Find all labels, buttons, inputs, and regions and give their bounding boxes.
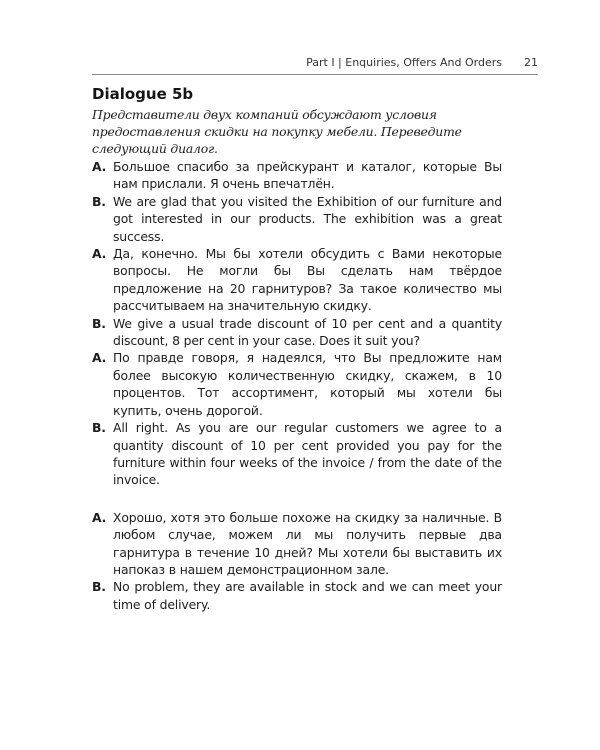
line-text: Хорошо, хотя это больше похоже на скидку за наличные. В любом случае, можем ли мы получить первые два гарнитура в течение 10 дней? Мы хотели бы выставить их напоказ в нашем демонстрационном зале. <box>113 509 502 577</box>
speaker-label: A. <box>92 246 107 262</box>
line-text: All right. As you are our regular customers we agree to a quantity discount of 10 per cent provided you pay for the furniture within four weeks of the invoice / from the date of the invoice. <box>113 420 502 488</box>
speaker-label: B. <box>92 579 106 595</box>
dialogue-line <box>92 419 502 489</box>
dialogue-line <box>92 245 502 315</box>
dialogue-line <box>92 158 502 193</box>
header-divider <box>92 74 538 75</box>
dialogue-line <box>92 315 502 350</box>
line-text: По правде говоря, я надеялся, что Вы предложите нам более высокую количественную скидку, скажем, в 10 процентов. Тот ассортимент, который мы хотели бы купить, очень дорогой. <box>113 350 502 418</box>
line-text: Большое спасибо за прейскурант и каталог, которые Вы нам прислали. Я очень впечатлён. <box>113 159 502 192</box>
speaker-label: A. <box>92 350 107 366</box>
dialogue-instruction: Представители двух компаний обсуждают условия предоставления скидки на покупку мебели. Переведите следующий диалог. <box>92 107 462 156</box>
speaker-label: B. <box>92 315 106 331</box>
dialogue-section <box>92 84 502 613</box>
line-text: We are glad that you visited the Exhibition of our furniture and got interested in our products. The exhibition was a great success. <box>113 193 502 244</box>
dialogue-line <box>92 509 502 579</box>
dialogue-title: Dialogue 5b <box>92 85 194 103</box>
line-text: No problem, they are available in stock and we can meet your time of delivery. <box>113 579 502 612</box>
running-title: Part I | Enquiries, Offers And Orders <box>306 56 502 69</box>
page-number: 21 <box>524 56 538 69</box>
line-text: Да, конечно. Мы бы хотели обсудить с Вами некоторые вопросы. Не могли бы Вы сделать нам твёрдое предложение на 20 гарнитуров? За такое количество мы рассчитываем на значительную скидку. <box>113 246 502 314</box>
speaker-label: A. <box>92 509 107 525</box>
running-header <box>92 56 538 74</box>
line-text: We give a usual trade discount of 10 per cent and a quantity discount, 8 per cent in your case. Does it suit you? <box>113 315 502 349</box>
speaker-label: B. <box>92 420 106 436</box>
dialogue-line <box>92 578 502 613</box>
speaker-label: B. <box>92 193 106 209</box>
speaker-label: A. <box>92 159 107 174</box>
dialogue-line <box>92 349 502 419</box>
dialogue-line <box>92 193 502 245</box>
